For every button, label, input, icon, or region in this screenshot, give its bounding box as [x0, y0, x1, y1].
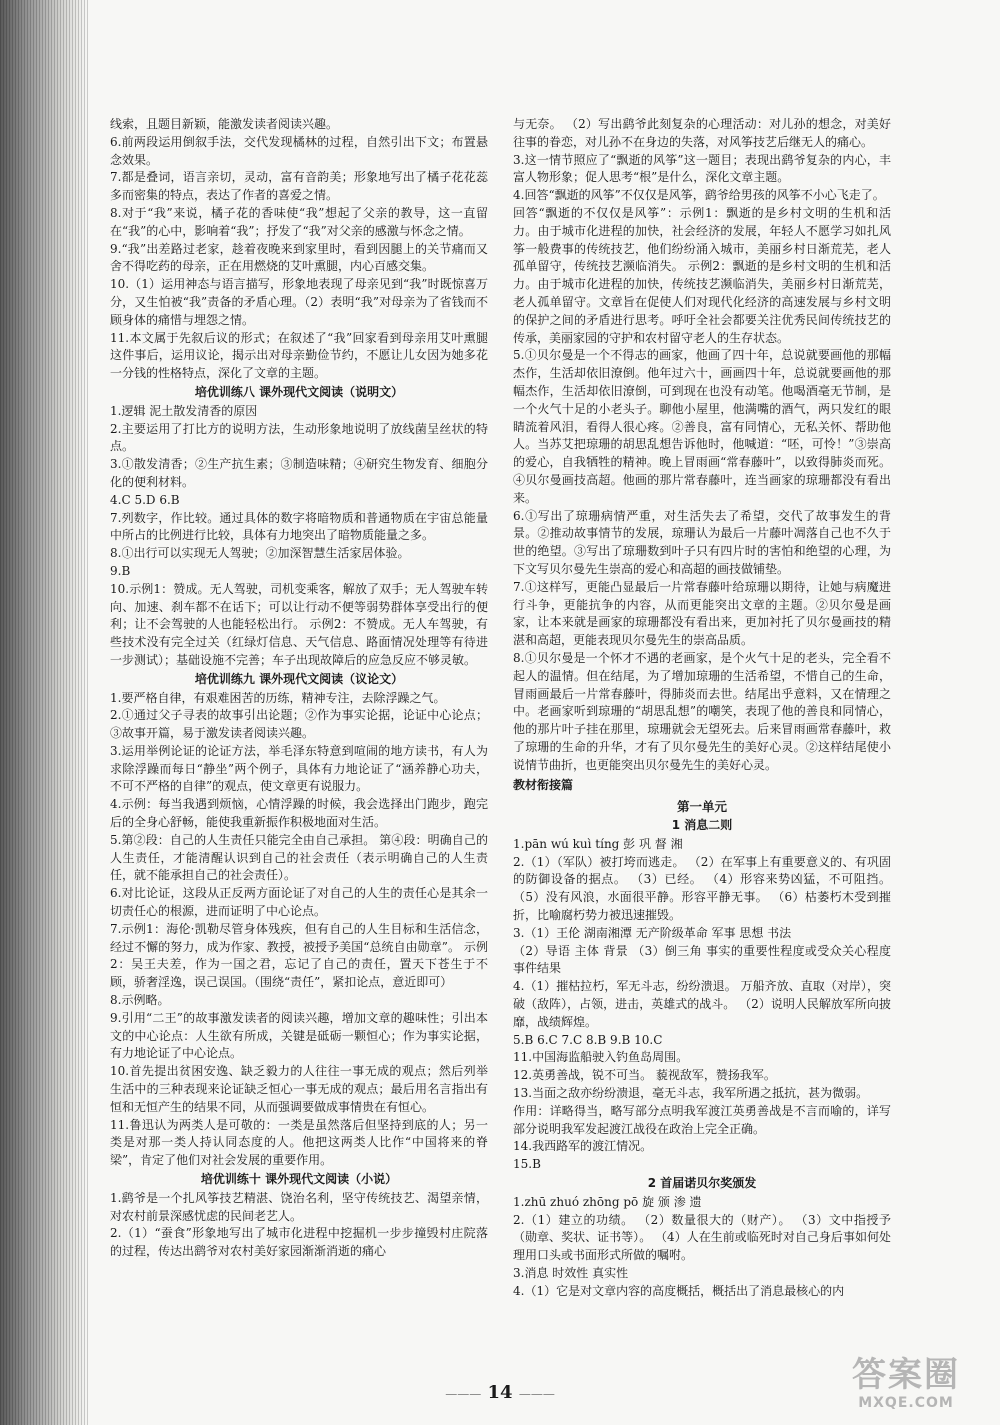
scan-edge-shadow: [0, 0, 88, 1425]
answer-paragraph: 6.对比论证，这段从正反两方面论证了对自己的人生的责任心是其余一切责任心的根源，进而证明了中心论点。: [110, 886, 488, 919]
answer-paragraph: 6.①写出了琼珊病情严重，对生活失去了希望，交代了故事发生的背景。②推动故事情节的发展，琼珊认为最后一片藤叶凋落自己也不久于世的绝望。③写出了琼珊数到叶子只有四片时的害怕和绝望的心理，为下文写贝尔曼先生崇高的爱心和高超的画技做铺垫。: [513, 508, 891, 576]
answer-paragraph: 9.引用“二王”的故事激发读者的阅读兴趣，增加文章的趣味性；引出本文的中心论点：人生欲有所成，关键是砥砺一颗恒心；作为事实论据，有力地论证了中心论点。: [110, 1010, 488, 1061]
page-number-dash-left: ———: [445, 1387, 482, 1401]
answer-paragraph: 10.示例1：赞成。无人驾驶，司机变乘客，解放了双手；无人驾驶车转向、加速、刹车都不在话下；可以让行动不便等弱势群体享受出行的便利；让不会驾驶的人也能轻松出行。 示例2：不赞成。无人车驾驶，有些技术没有完全过关（红绿灯信息、天气信息、路面情况处理等有待进一步测试）；基础设施不完善；车子出现故障后的应急反应不够灵敏。: [110, 581, 488, 667]
section-heading: 1 消息二则: [671, 818, 733, 833]
answer-paragraph: 11.中国海监船驶入钓鱼岛周围。: [513, 1050, 689, 1065]
answer-paragraph: 13.当面之敌亦纷纷溃退，毫无斗志，我军所遇之抵抗，甚为微弱。: [513, 1086, 869, 1101]
answer-paragraph: 9.“我”出差路过老家，趁着夜晚来到家里时，看到因腿上的关节痛而又舍不得吃药的母亲，正在用燃烧的艾叶熏腿，内心百感交集。: [110, 241, 488, 274]
answer-paragraph: 10.首先提出贫困安逸、缺乏毅力的人往往一事无成的观点；然后列举生活中的三种表现来论证缺乏恒心一事无成的观点；最后用名言指出有恒和无恒产生的结果不同，从而强调要做成事情贵在有恒心。: [110, 1064, 488, 1114]
answer-paragraph: 2.①通过父子寻表的故事引出论题；②作为事实论据，论证中心论点；③故事开篇，易于激发读者阅读兴趣。: [110, 708, 488, 741]
answer-paragraph: 1.zhū zhuó zhōng pō 旋 颁 渗 遗: [513, 1194, 702, 1209]
answer-paragraph: 2.（1）“蚕食”形象地写出了城市化进程中挖掘机一步步撞毁村庄院落的过程，传达出鹞爷对农村美好家园渐渐消逝的痛心: [110, 1226, 488, 1259]
answer-paragraph: 5.①贝尔曼是一个不得志的画家，他画了四十年，总说就要画他的那幅杰作，生活却依旧潦倒。他年过六十，画画四十年，总说就要画他的那幅杰作，生活却依旧潦倒，可到现在也没有动笔。他喝酒毫无节制，是一个火气十足的小老头子。聊他小屋里，他满嘴的酒气，两只发红的眼睛流着风泪，看得人很心疼。②善良，富有同情心，无私关怀、帮助他人。当苏艾把琼珊的胡思乱想告诉他时，他喊道：“呸，可怜！”③崇高的爱心，自我牺牲的精神。晚上冒雨画“常春藤叶”，以致得肺炎而死。④贝尔曼画技高超。他画的那片常春藤叶，连当画家的琼珊都没有看出来。: [513, 348, 891, 505]
answer-paragraph: 5.B 6.C 7.C 8.B 9.B 10.C: [513, 1032, 663, 1047]
answer-paragraph: 12.英勇善战，锐不可当。 藐视敌军，赞扬我军。: [513, 1068, 776, 1083]
section-heading: 2 首届诺贝尔奖颁发: [647, 1176, 757, 1191]
answer-paragraph: 11.鲁迅认为两类人是可敬的：一类是虽然落后但坚持到底的人；另一类是对那一类人持认同态度的人。他把这两类人比作“中国将来的脊梁”，肯定了他们对社会发展的重要作用。: [110, 1117, 488, 1168]
answer-paragraph: 8.对于“我”来说，橘子花的香味使“我”想起了父亲的教导，这一直留在“我”的心中，影响着“我”；抒发了“我”对父亲的感激与怀念之情。: [110, 205, 488, 238]
section-heading: 培优训练十 课外现代文阅读（小说）: [200, 1172, 398, 1187]
watermark-sub-text: MXQE.COM: [858, 1395, 954, 1411]
unit-heading: 第一单元: [676, 799, 727, 815]
answer-paragraph: 4.C 5.D 6.B: [110, 492, 180, 507]
answer-paragraph: 3.（1）王伦 湖南湘潭 无产阶级革命 军事 思想 书法: [513, 925, 792, 940]
section-heading: 培优训练八 课外现代文阅读（说明文）: [194, 384, 404, 399]
answer-paragraph: 线索，且题目新颖，能激发读者阅读兴趣。: [110, 117, 339, 131]
answer-paragraph: 8.①出行可以实现无人驾驶；②加深智慧生活家居体验。: [110, 546, 410, 561]
answer-paragraph: 与无奈。 （2）写出鹞爷此刻复杂的心理活动：对儿孙的想念，对美好往事的眷恋，对儿孙不在身边的失落，对风筝技艺后继无人的痛心。: [513, 117, 891, 149]
answer-paragraph: （2）导语 主体 背景 （3）倒三角 事实的重要性程度或受众关心程度 事件结果: [513, 943, 891, 976]
answer-paragraph: 4.回答“飘逝的风筝”不仅仅是风筝，鹞爷给男孩的风筝不小心飞走了。: [513, 188, 885, 203]
answer-paragraph: 7.都是叠词，语言亲切，灵动，富有音韵美；形象地写出了橘子花花蕊多而密集的特点，表达了作者的喜爱之情。: [110, 170, 488, 203]
answer-paragraph: 7.示例1：海伦·凯勒尽管身体残疾，但有自己的人生目标和生活信念，经过不懈的努力，成为作家、教授，被授予美国“总统自由勋章”。 示例2：吴王夫差，作为一国之君，忘记了自己的责任，置天下苍生于不顾，骄奢淫逸，误己误国。（围绕“责任”，紧扣论点，意近即可）: [110, 921, 488, 990]
answer-paragraph: 1.鹞爷是一个扎风筝技艺精湛、饶治名利，坚守传统技艺、渴望亲情，对农村前景深感忧虑的民间老艺人。: [110, 1190, 488, 1223]
answer-paragraph: 3.消息 时效性 真实性: [513, 1266, 629, 1280]
watermark-main-text: 答案圈: [852, 1355, 960, 1395]
page-number-dash-right: ———: [518, 1387, 555, 1401]
answer-paragraph: 8.①贝尔曼是一个怀才不遇的老画家，是个火气十足的老头，完全看不起人的温情。但在结尾，为了增加琼珊的生活希望，不惜自己的生命，冒雨画最后一片常春藤叶，得肺炎而去世。结尾出乎意料，又在情理之中。老画家听到琼珊的“胡思乱想”的嘲笑，表现了他的善良和同情心，他的那片叶子挂在那里，琼珊就会无望死去。后来冒雨画常春藤叶，救了琼珊的生命的升华，才有了贝尔曼先生的美好心灵。②这样结尾使小说情节曲折，也更能突出贝尔曼先生的美好心灵。: [513, 650, 891, 772]
answer-paragraph: 2.（1）（军队）被打垮而逃走。 （2）在军事上有重要意义的、有巩固的防御设备的据点。 （3）已经。 （4）形容来势凶猛，不可阻挡。 （5）没有风浪，水面很平静。形容平静无事。 （6）枯萎朽木受到摧折，比喻腐朽势力被迅速摧毁。: [513, 854, 891, 923]
answer-paragraph: 2.主要运用了打比方的说明方法，生动形象地说明了放线菌呈丝状的特点。: [110, 421, 488, 454]
answer-paragraph: 7.①这样写，更能凸显最后一片常春藤叶给琼珊以期待，让她与病魔进行斗争，更能抗争的内容，从而更能突出文章的主题。②贝尔曼是画家，让本来就是画家的琼珊都没有看出来，更加衬托了贝尔曼画技的精湛和高超，更能表现贝尔曼先生的崇高品质。: [513, 579, 891, 648]
watermark-logo: [826, 1355, 986, 1417]
answer-paragraph: 14.我西路军的渡江情况。: [513, 1139, 653, 1154]
answer-paragraph: 1.逻辑 泥土散发清香的原因: [110, 403, 258, 418]
answer-paragraph: 4.示例：每当我遇到烦恼，心情浮躁的时候，我会选择出门跑步，跑完后的全身心舒畅，能使我重新振作积极地面对生活。: [110, 797, 488, 830]
answer-paragraph: 6.前两段运用倒叙手法，交代发现橘林的过程，自然引出下文；布置悬念效果。: [110, 134, 488, 167]
left-column: [110, 116, 488, 1261]
answer-paragraph: 10.（1）运用神态与语言描写，形象地表现了母亲见到“我”时既惊喜万分，又生怕被“我”责备的矛盾心理。（2）表明“我”对母亲为了省钱而不顾身体的痛惜与埋怨之情。: [110, 277, 488, 327]
answer-paragraph: 3.这一情节照应了“飘逝的风筝”这一题目；表现出鹞爷复杂的内心，丰富人物形象；促人思考“根”是什么，深化文章主题。: [513, 152, 891, 185]
part-heading: 教材衔接篇: [513, 778, 574, 793]
answer-paragraph: 3.①散发清香；②生产抗生素；③制造味精；④研究生物发育、细胞分化的便利材料。: [110, 457, 488, 489]
section-heading: 培优训练九 课外现代文阅读（议论文）: [194, 671, 404, 686]
answer-paragraph: 7.列数字，作比较。通过具体的数字将暗物质和普通物质在宇宙总能量中所占的比例进行比较，具体有力地突出了暗物质能量之多。: [110, 510, 488, 543]
answer-paragraph: 8.示例略。: [110, 993, 170, 1008]
answer-paragraph: 1.要严格自律，有艰难困苦的历练，精神专注，去除浮躁之气。: [110, 690, 446, 705]
right-column: [513, 116, 891, 1301]
page-number: 14: [487, 1382, 513, 1403]
answer-paragraph: 15.B: [513, 1157, 541, 1172]
answer-paragraph: 2.（1）建立的功绩。 （2）数量很大的（财产）。 （3）文中指授予（勋章、奖状、证书等）。 （4）人在生前或临死时对自己身后事如何处理用口头或书面形式所做的嘱咐。: [513, 1212, 891, 1263]
answer-paragraph: 11.本文属于先叙后议的形式；在叙述了“我”回家看到母亲用艾叶熏腿这件事后，运用议论，揭示出对母亲勤俭节约，不愿让儿女因为她多花一分钱的性格特点，深化了文章的主题。: [110, 330, 488, 381]
answer-paragraph: 回答“飘逝的不仅仅是风筝”：示例1：飘逝的是乡村文明的生机和活力。由于城市化进程的加快，社会经济的发展，年轻人不愿学习如扎风筝一般费事的传统技艺，他们纷纷涌入城市，美丽乡村日渐荒芜，老人孤单留守，传统技艺濒临消失。 示例2：飘逝的是乡村文明的生机和活力。由于城市化进程的加快，传统技艺濒临消失，美丽乡村日渐荒芜，老人孤单留守。文章旨在促使人们对现代化经济的高速发展与乡村文明的保护之间的矛盾进行思考。呼吁全社会都要关注优秀民间传统技艺的传承，美丽家园的守护和农村留守老人的生存状态。: [513, 205, 891, 345]
answer-paragraph: 9.B: [110, 563, 131, 578]
answer-paragraph: 1.pān wú kuì tíng 彭 巩 督 湘: [513, 836, 683, 851]
answer-paragraph: 3.运用举例论证的论证方法，举毛泽东特意到喧闹的地方读书，有人为求除浮躁而每日“静坐”两个例子，具体有力地论证了“涵养静心功夫，不可不严格的自律”的观点，使文章更有说服力。: [110, 743, 488, 794]
answer-paragraph: 5.第②段：自己的人生责任只能完全由自己承担。 第④段：明确自己的人生责任，才能清醒认识到自己的社会责任（表示明确自己的人生责任，就不能承担自己的社会责任）。: [110, 832, 488, 883]
answer-paragraph: 4.（1）摧枯拉朽，军无斗志，纷纷溃退。 万船齐放、直取（对岸），突破（敌阵），占领，进击，英雄式的战斗。 （2）说明人民解放军所向披靡，战绩辉煌。: [513, 979, 891, 1029]
answer-paragraph: 作用：详略得当，略写部分点明我军渡江英勇善战是不言而喻的，详写部分说明我军发起渡江战役在政治上完全正确。: [513, 1103, 891, 1136]
answer-paragraph: 4.（1）它是对文章内容的高度概括，概括出了消息最核心的内: [513, 1283, 845, 1298]
